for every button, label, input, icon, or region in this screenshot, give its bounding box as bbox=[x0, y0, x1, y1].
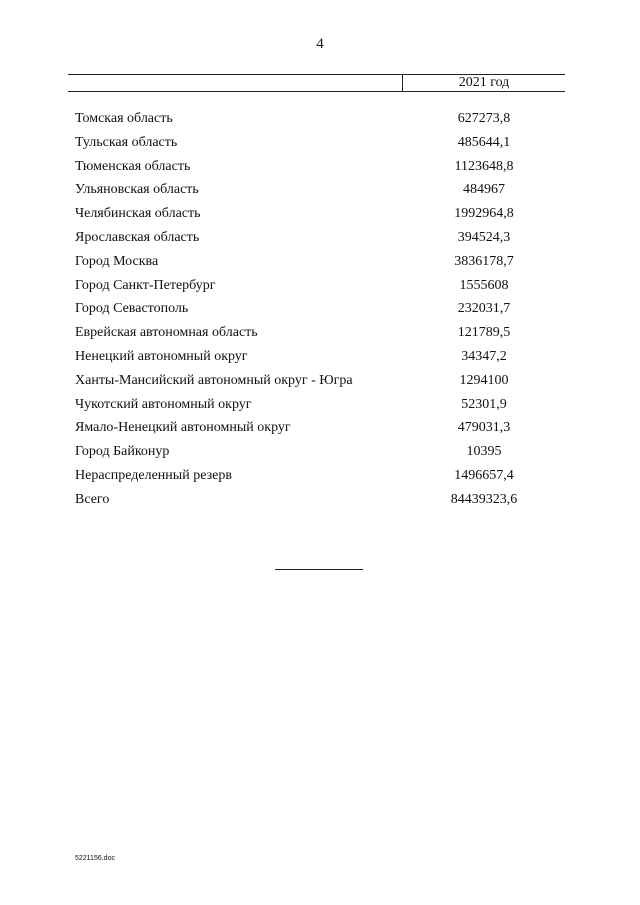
region-value: 121789,5 bbox=[457, 325, 511, 341]
region-name: Еврейская автономная область bbox=[75, 325, 258, 341]
region-value: 627273,8 bbox=[457, 111, 511, 126]
table-row bbox=[0, 393, 640, 417]
table-row bbox=[0, 297, 640, 321]
table-row bbox=[0, 274, 640, 298]
region-value: 34347,2 bbox=[461, 348, 507, 364]
region-name: Город Москва bbox=[75, 253, 159, 269]
region-name: Тюменская область bbox=[75, 158, 191, 174]
region-name: Челябинская область bbox=[75, 206, 201, 222]
table-row bbox=[0, 416, 640, 440]
region-value: 484967 bbox=[463, 182, 505, 198]
region-name: Чукотский автономный округ bbox=[75, 396, 252, 412]
table-row bbox=[0, 107, 640, 131]
region-name: Тульская область bbox=[75, 134, 178, 150]
region-value: 3836178,7 bbox=[454, 253, 514, 269]
total-label: Всего bbox=[75, 491, 110, 507]
region-value: 52301,9 bbox=[461, 396, 507, 412]
document-code: 5221156.doc bbox=[75, 855, 115, 862]
region-name: Нераспределенный резерв bbox=[75, 467, 232, 483]
allocation-table bbox=[0, 107, 640, 512]
region-value: 394524,3 bbox=[457, 229, 511, 245]
table-row bbox=[0, 178, 640, 202]
table-row bbox=[0, 155, 640, 179]
end-of-table-rule bbox=[275, 569, 363, 570]
year-column-header: 2021 год bbox=[458, 75, 510, 90]
table-row bbox=[0, 345, 640, 369]
region-value: 1992964,8 bbox=[454, 206, 514, 222]
region-value: 485644,1 bbox=[457, 134, 511, 150]
table-row bbox=[0, 131, 640, 155]
region-value: 232031,7 bbox=[457, 301, 511, 317]
region-name: Ямало-Ненецкий автономный округ bbox=[75, 420, 291, 436]
table-row-total bbox=[0, 488, 640, 512]
table-row bbox=[0, 440, 640, 464]
total-value: 84439323,6 bbox=[450, 491, 518, 507]
region-value: 1496657,4 bbox=[454, 467, 514, 483]
region-name: Город Севастополь bbox=[75, 301, 189, 317]
region-value: 479031,3 bbox=[457, 420, 511, 436]
table-header-bottom-rule bbox=[68, 91, 565, 92]
region-name: Ульяновская область bbox=[75, 182, 199, 198]
region-name: Ханты-Мансийский автономный округ - Югра bbox=[75, 372, 353, 388]
table-row bbox=[0, 369, 640, 393]
table-row bbox=[0, 321, 640, 345]
page-number: 4 bbox=[316, 36, 324, 52]
region-name: Ярославская область bbox=[75, 229, 200, 245]
region-value: 1294100 bbox=[459, 372, 509, 388]
region-value: 1555608 bbox=[459, 277, 509, 293]
region-value: 1123648,8 bbox=[454, 158, 514, 174]
region-name: Томская область bbox=[75, 111, 173, 126]
region-name: Город Байконур bbox=[75, 444, 170, 460]
table-header-dash bbox=[76, 91, 136, 92]
table-row bbox=[0, 226, 640, 250]
region-name: Ненецкий автономный округ bbox=[75, 348, 248, 364]
table-row bbox=[0, 202, 640, 226]
table-row bbox=[0, 250, 640, 274]
region-value: 10395 bbox=[466, 444, 502, 460]
table-row bbox=[0, 464, 640, 488]
region-name: Город Санкт-Петербург bbox=[75, 277, 216, 293]
